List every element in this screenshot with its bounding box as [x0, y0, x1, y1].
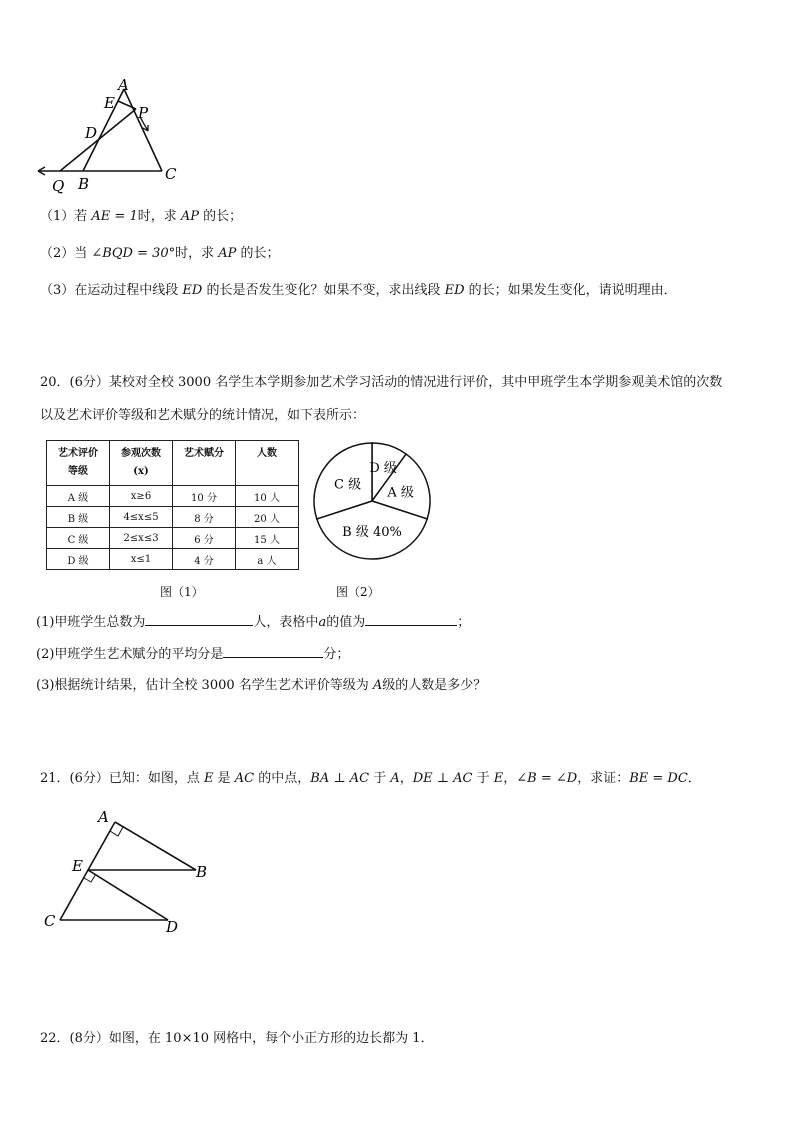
segment-ab	[115, 822, 196, 870]
q20-sub2: (2)甲班学生艺术赋分的平均分是 分；	[36, 647, 350, 662]
table-row	[47, 549, 299, 570]
pie-slice-label: D 级	[369, 460, 397, 476]
label-c: C	[165, 165, 177, 183]
q19-part3: （3）在运动过程中线段 ED 的长是否发生变化？如果不变，求出线段 ED 的长；如果发生变化，请说明理由．	[40, 283, 677, 298]
cell-score: 8 分	[173, 507, 236, 528]
q19-part2: （2）当 ∠BQD = 30°时，求 AP 的长；	[40, 246, 280, 261]
label-b: B	[78, 175, 90, 193]
segment-ed	[88, 870, 168, 920]
triangle-figure-q21	[36, 800, 226, 940]
label-e: E	[104, 94, 115, 112]
label-a: A	[118, 76, 129, 94]
header-visits: 参观次数 (x)	[110, 441, 173, 486]
segment-ac	[60, 822, 115, 920]
cell-visits: 2≤x≤3	[110, 528, 173, 549]
cell-grade: B 级	[47, 507, 110, 528]
answer-blank-total[interactable]	[145, 613, 253, 626]
label-b: B	[196, 863, 208, 881]
cell-score: 10 分	[173, 486, 236, 507]
pie-slice-label: C 级	[334, 477, 362, 493]
q19-part1: （1）若 AE = 1时，求 AP 的长；	[40, 209, 243, 224]
cell-count: 10 人	[236, 486, 299, 507]
cell-grade: A 级	[47, 486, 110, 507]
header-count: 人数	[236, 441, 299, 486]
segment-ep	[118, 101, 136, 109]
table-header-row	[47, 441, 299, 486]
label-d: D	[166, 918, 179, 936]
table-row	[47, 528, 299, 549]
cell-score: 6 分	[173, 528, 236, 549]
pie-slice-label: B 级 40%	[342, 525, 402, 541]
label-c: C	[44, 912, 56, 930]
segment-ac	[124, 89, 162, 171]
caption-figure-1: 图（1）	[160, 585, 204, 599]
cell-count: a 人	[236, 549, 299, 570]
cell-visits: x≥6	[110, 486, 173, 507]
header-score: 艺术赋分	[173, 441, 236, 486]
table-row	[47, 486, 299, 507]
triangle-figure-q19	[30, 75, 180, 200]
cell-visits: 4≤x≤5	[110, 507, 173, 528]
label-p: P	[138, 104, 149, 122]
header-grade: 艺术评价 等级	[47, 441, 110, 486]
cell-count: 15 人	[236, 528, 299, 549]
cell-count: 20 人	[236, 507, 299, 528]
cell-visits: x≤1	[110, 549, 173, 570]
label-e: E	[72, 857, 83, 875]
pie-chart	[310, 440, 440, 565]
label-a: A	[98, 808, 109, 826]
answer-blank-a[interactable]	[365, 613, 457, 626]
caption-figure-2: 图（2）	[336, 585, 380, 599]
pie-slice-label: A 级	[387, 485, 414, 501]
q21-statement: 21．(6分）已知：如图，点 E 是 AC 的中点，BA ⊥ AC 于 A，DE ⊥ AC 于 E，∠B = ∠D，求证：BE = DC．	[40, 771, 701, 786]
label-q: Q	[52, 177, 65, 195]
q20-intro-line1: 20．(6分）某校对全校 3000 名学生本学期参加艺术学习活动的情况进行评价，其中甲班学生本学期参观美术馆的次数	[40, 375, 723, 390]
cell-grade: C 级	[47, 528, 110, 549]
q20-intro-line2: 以及艺术评价等级和艺术赋分的统计情况，如下表所示：	[40, 408, 366, 423]
answer-blank-average[interactable]	[223, 645, 323, 658]
segment-qp	[60, 109, 136, 171]
q20-sub3: (3)根据统计结果，估计全校 3000 名学生艺术评价等级为 A级的人数是多少？	[36, 678, 487, 693]
q20-sub1: (1)甲班学生总数为 人，表格中a的值为 ；	[36, 615, 471, 630]
q22-statement: 22．(8分）如图，在 10×10 网格中，每个小正方形的边长都为 1．	[40, 1031, 434, 1046]
table-row	[47, 507, 299, 528]
cell-score: 4 分	[173, 549, 236, 570]
cell-grade: D 级	[47, 549, 110, 570]
label-d: D	[85, 124, 98, 142]
statistics-table	[46, 440, 299, 570]
